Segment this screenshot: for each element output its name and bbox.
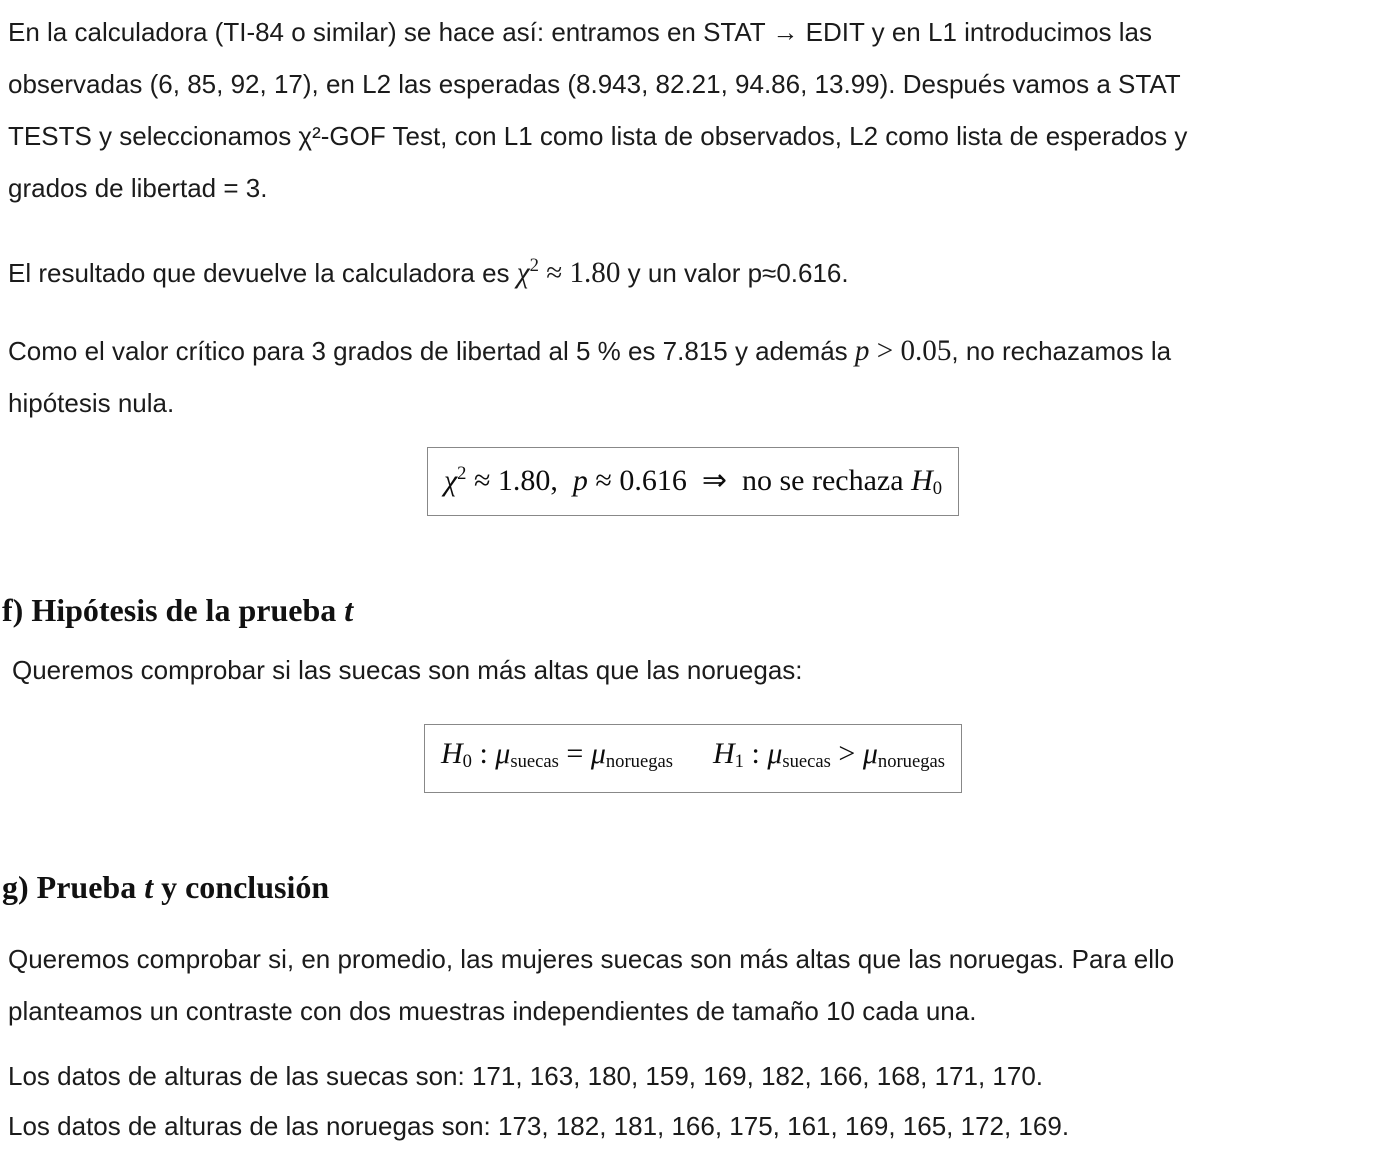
paragraph-height-data: Los datos de alturas de las suecas son: 171, 163, 180, 159, 169, 182, 166, 168, 171, 170. Los datos de alturas de las noruegas son: 173, 182, 181, 166, 175, 161, 169, 165, 172, 169. [8, 1060, 1070, 1141]
formula-box-chi-square-conclusion: $\chi^2 \approx 1.80$, p ≈ 0.616 ⇒ no se rechaza H0 [427, 447, 959, 516]
heading-g-t-test-conclusion: g) Prueba t y conclusión [2, 868, 330, 905]
paragraph-test-setup: Queremos comprobar si, en promedio, las mujeres suecas son más altas que las noruegas. Para ello planteamos un contraste con dos muestras independientes de tamaño 10 cada una. [8, 943, 1175, 1026]
paragraph-calculator-steps: En la calculadora (TI-84 o similar) se hace así: entramos en STAT → EDIT y en L1 introducimos las observadas (6, 85, 92, 17), en L2 las esperadas (8.943, 82.21, 94.86, 13.99). Después vamos a STAT TESTS y seleccionamos χ²-GOF Test, con L1 como lista de observados, L2 como lista de esperados y grados de libertad = 3. [8, 17, 1188, 203]
paragraph-critical-value: Como el valor crítico para 3 grados de libertad al 5 % es 7.815 y además p > 0.05, no rechazamos la hipótesis nula. [8, 335, 1172, 419]
formula-box-hypotheses: H0 : μsuecas = μnoruegas H1 : μsuecas > μnoruegas [424, 724, 962, 792]
heading-f-hypothesis-t-test: f) Hipótesis de la prueba t [2, 592, 354, 629]
paragraph-compare-intro: Queremos comprobar si las suecas son más altas que las noruegas: [12, 655, 803, 686]
paragraph-calculator-result: El resultado que devuelve la calculadora es $\chi^2 \approx 1.80$ y un valor p≈0.616. [8, 255, 849, 290]
